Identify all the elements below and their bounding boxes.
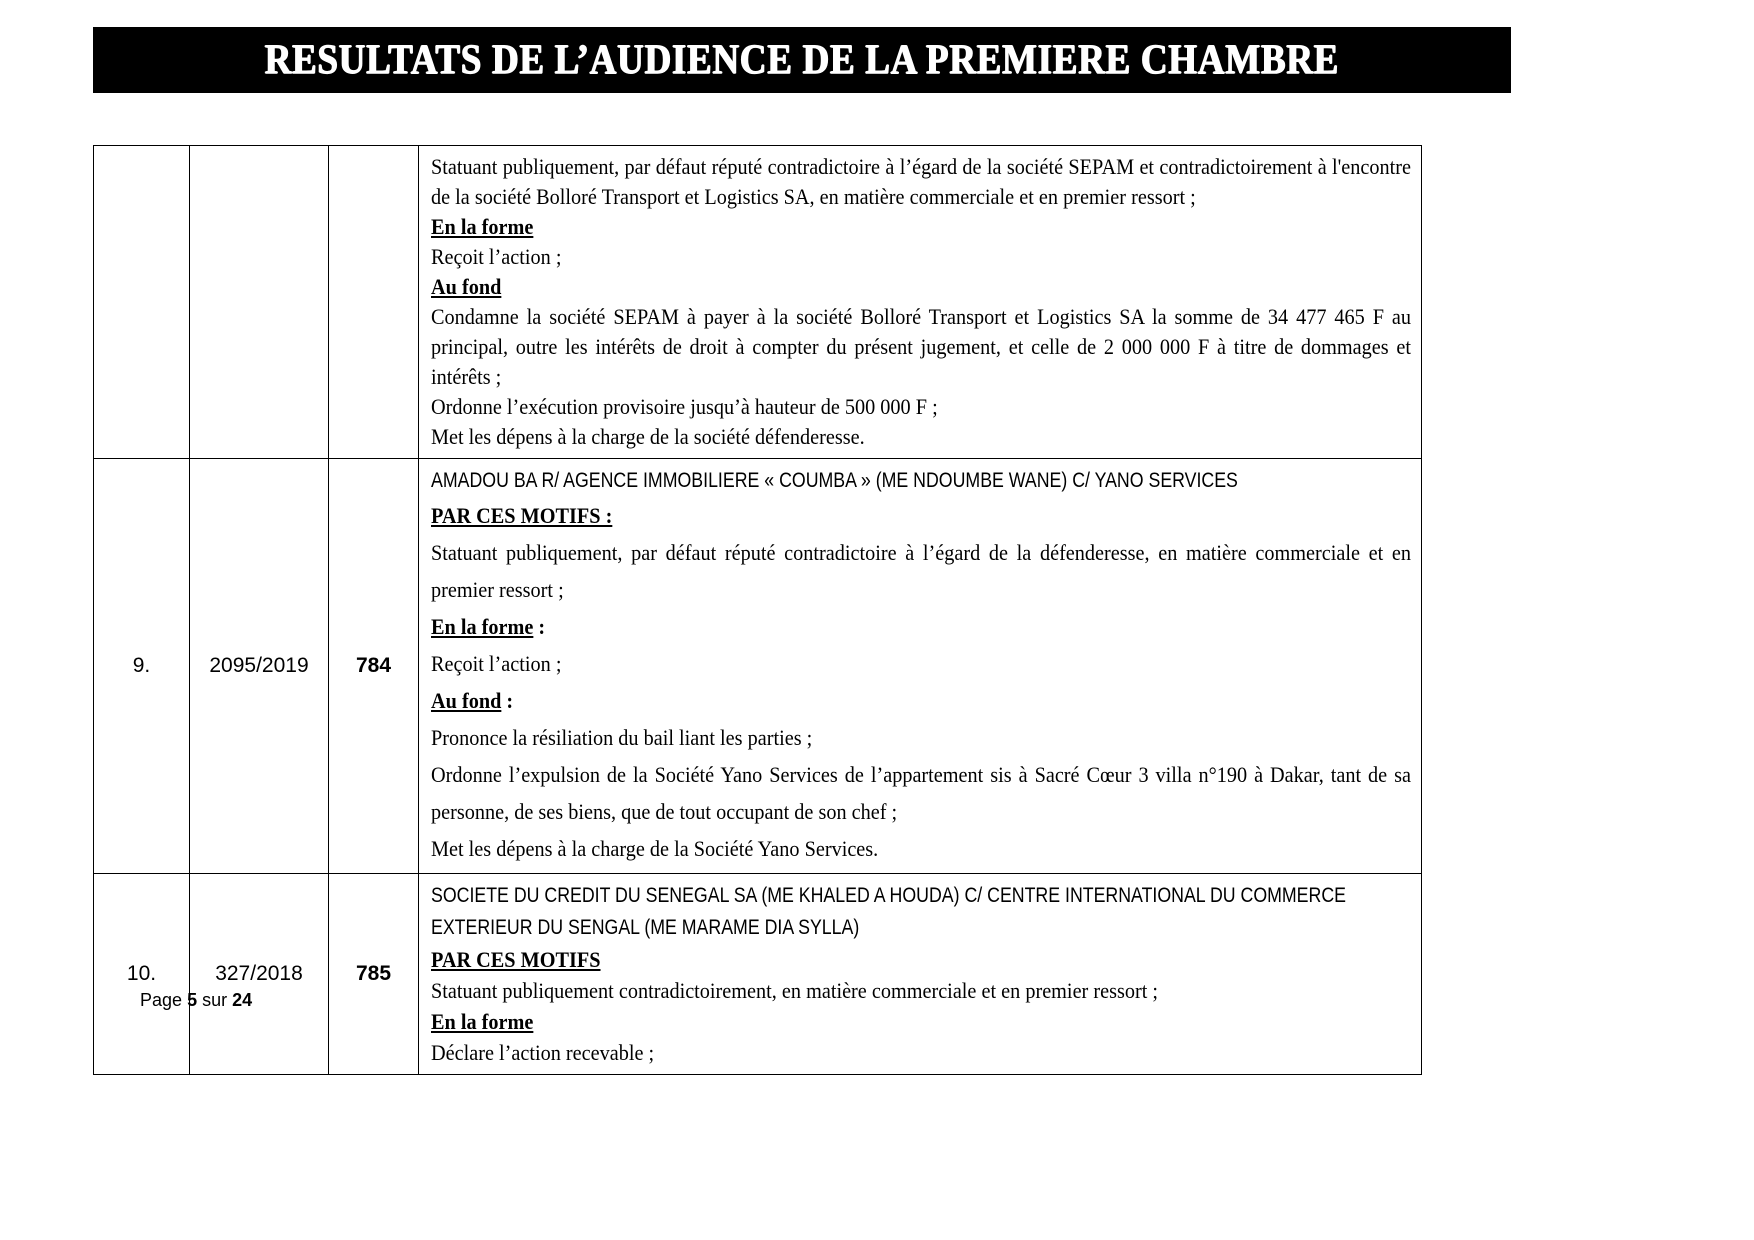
subheading-underline: En la forme bbox=[431, 214, 534, 239]
decision-line: Prononce la résiliation du bail liant les parties ; bbox=[431, 725, 813, 750]
footer-prefix: Page bbox=[140, 990, 183, 1010]
row-index-cell: 9. bbox=[94, 459, 190, 874]
decision-subheading bbox=[431, 682, 1411, 719]
judgment-number-cell: 785 bbox=[329, 874, 419, 1075]
page-banner bbox=[93, 27, 1511, 93]
case-number-cell: 2095/2019 bbox=[190, 459, 329, 874]
table-row bbox=[94, 874, 1422, 1075]
footer-middle: sur bbox=[202, 990, 228, 1010]
decision-line: Reçoit l’action ; bbox=[431, 651, 562, 676]
motifs-heading bbox=[431, 944, 1411, 975]
decision-line: Met les dépens à la charge de la société défenderesse. bbox=[431, 424, 865, 449]
subheading-suffix: : bbox=[501, 688, 514, 713]
subheading-suffix: : bbox=[533, 614, 546, 639]
table-row bbox=[94, 146, 1422, 459]
decision-text-cell bbox=[419, 459, 1422, 874]
subheading-underline: Au fond bbox=[431, 274, 502, 299]
decision-line: Met les dépens à la charge de la Société Yano Services. bbox=[431, 836, 879, 861]
decision-subheading bbox=[431, 272, 1411, 302]
subheading-underline: En la forme bbox=[431, 614, 534, 639]
decision-subheading bbox=[431, 608, 1411, 645]
footer-page-number: 5 bbox=[187, 990, 198, 1010]
decision-subheading bbox=[431, 1006, 1411, 1037]
decision-paragraph: Statuant publiquement, par défaut réputé contradictoire à l’égard de la défenderesse, en matière commerciale et en premier ressort ; bbox=[431, 540, 1412, 602]
judgment-number-cell bbox=[329, 146, 419, 459]
party-names: AMADOU BA R/ AGENCE IMMOBILIERE « COUMBA » (ME NDOUMBE WANE) C/ YANO SERVICES bbox=[431, 469, 1238, 492]
decision-paragraph: Statuant publiquement, par défaut réputé contradictoire à l’égard de la société SEPAM et contradictoirement à l'encontre de la société Bolloré Transport et Logistics SA, en matière commerciale et en premier ressort ; bbox=[431, 154, 1412, 209]
party-names: SOCIETE DU CREDIT DU SENEGAL SA (ME KHALED A HOUDA) C/ CENTRE INTERNATIONAL DU COMMERCE EXTERIEUR DU SENGAL (ME MARAME DIA SYLLA) bbox=[431, 884, 1346, 939]
decision-paragraph: Ordonne l’expulsion de la Société Yano Services de l’appartement sis à Sacré Cœur 3 villa n°190 à Dakar, tant de sa personne, de ses biens, que de tout occupant de son chef ; bbox=[431, 762, 1412, 824]
decision-paragraph: Condamne la société SEPAM à payer à la société Bolloré Transport et Logistics SA la somme de 34 477 465 F au principal, outre les intérêts de droit à compter du présent jugement, et celle de 2 000 000 F à titre de dommages et intérêts ; bbox=[431, 304, 1412, 389]
decision-text-cell bbox=[419, 146, 1422, 459]
subheading-underline: Au fond bbox=[431, 688, 502, 713]
motifs-underline: PAR CES MOTIFS : bbox=[431, 503, 613, 528]
decision-line: Ordonne l’exécution provisoire jusqu’à hauteur de 500 000 F ; bbox=[431, 394, 938, 419]
decision-text-cell bbox=[419, 874, 1422, 1075]
motifs-heading bbox=[431, 497, 1411, 534]
decision-line: Déclare l’action recevable ; bbox=[431, 1040, 655, 1065]
footer-total-pages: 24 bbox=[232, 990, 253, 1010]
decision-subheading bbox=[431, 212, 1411, 242]
page-footer bbox=[140, 990, 252, 1011]
row-index-cell: 10. bbox=[94, 874, 190, 1075]
judgment-number-cell: 784 bbox=[329, 459, 419, 874]
results-table bbox=[93, 145, 1422, 1075]
subheading-underline: En la forme bbox=[431, 1009, 534, 1034]
decision-line: Reçoit l’action ; bbox=[431, 244, 562, 269]
case-number-cell: 327/2018 bbox=[190, 874, 329, 1075]
decision-line: Statuant publiquement contradictoirement, en matière commerciale et en premier ressort ; bbox=[431, 978, 1159, 1003]
motifs-underline: PAR CES MOTIFS bbox=[431, 947, 601, 972]
page-title: RESULTATS DE L’AUDIENCE DE LA PREMIERE CHAMBRE bbox=[264, 35, 1340, 84]
row-index-cell bbox=[94, 146, 190, 459]
case-number-cell bbox=[190, 146, 329, 459]
table-row bbox=[94, 459, 1422, 874]
